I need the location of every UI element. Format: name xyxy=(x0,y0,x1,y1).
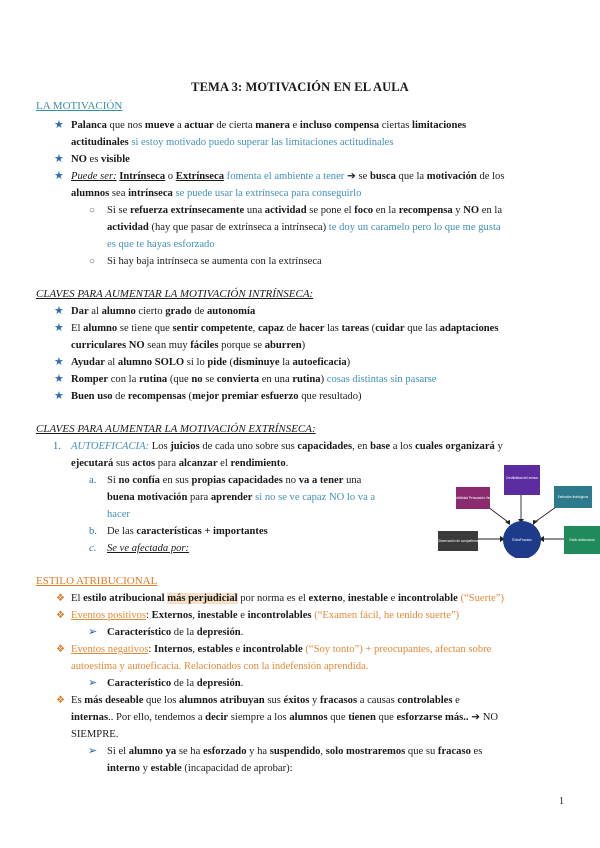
diagram-right-label: Estilo atribucional xyxy=(569,538,595,542)
sub-bullet-baja: Si hay baja intrínseca se aumenta con la extrínseca xyxy=(107,256,322,267)
diamond-bullet-icon: ❖ xyxy=(56,593,65,604)
diagram-top-label: Credibilidad del emisor xyxy=(505,476,539,480)
sub-bullet-esforzado: Si el alumno ya se ha esforzado y ha suspendido, solo mostraremos que su fracaso es xyxy=(107,746,483,757)
bullet-mas-deseable-cont: internas.. Por ello, tendemos a decir siempre a los alumnos que tienen que esforzarse más.. ➔ NO xyxy=(71,712,499,723)
diamond-bullet-icon: ❖ xyxy=(56,695,65,706)
diagram-topright-label: Estímulos fisiológicos xyxy=(557,495,589,499)
item-autoeficacia-cont: ejecutará sus actos para alcanzar el rendimiento. xyxy=(71,458,289,469)
circle-bullet-icon: ○ xyxy=(89,205,96,216)
list-number: 1. xyxy=(53,441,61,452)
star-bullet-icon: ★ xyxy=(54,153,64,165)
bullet-mas-deseable: Es más deseable que los alumnos atribuyan sus éxitos y fracasos a causas controlables e xyxy=(71,695,460,706)
bullet-palanca: Palanca que nos mueve a actuar de cierta manera e incluso compensa ciertas limitaciones xyxy=(71,120,467,131)
bullet-mas-deseable-cont2: SIEMPRE. xyxy=(71,729,119,740)
diagram-center-label: Éxito/Fracaso xyxy=(512,538,532,542)
bullet-competente-cont: curriculares NO sean muy fáciles porque se aburren) xyxy=(71,340,306,351)
bullet-recompensas: Buen uso de recompensas (mejor premiar esfuerzo que resultado) xyxy=(71,391,362,402)
star-bullet-icon: ★ xyxy=(54,119,64,131)
arrow-bullet-icon: ➢ xyxy=(88,745,98,757)
star-bullet-icon: ★ xyxy=(54,170,64,182)
section-heading-intrinseca: CLAVES PARA AUMENTAR LA MOTIVACIÓN INTRÍNSECA: xyxy=(36,288,314,300)
sub-item-confia: Si no confía en sus propias capacidades no va a tener una xyxy=(107,475,362,486)
sub-bullet-depresion-1: Característico de la depresión. xyxy=(107,627,244,638)
star-bullet-icon: ★ xyxy=(54,373,64,385)
bullet-eventos-negativos: Eventos negativos: Internos, estables e incontrolable (“Soy tonto”) + preocupantes, afectan sobre xyxy=(71,644,492,655)
item-autoeficacia: AUTOEFICACIA: Los juicios de cada uno sobre sus capacidades, en base a los cuales organizará y xyxy=(71,441,503,452)
star-bullet-icon: ★ xyxy=(54,390,64,402)
bullet-romper: Romper con la rutina (que no se convierta en una rutina) cosas distintas sin pasarse xyxy=(71,374,437,385)
sub-bullet-depresion-2: Característico de la depresión. xyxy=(107,678,244,689)
autoeficacia-diagram xyxy=(438,462,600,558)
star-bullet-icon: ★ xyxy=(54,305,64,317)
arrow-bullet-icon: ➢ xyxy=(88,626,98,638)
list-letter: c. xyxy=(89,543,97,554)
bullet-autonomia: Dar al alumno cierto grado de autonomía xyxy=(71,306,256,317)
section-heading-extrinseca: CLAVES PARA AUMENTAR LA MOTIVACIÓN EXTRÍNSECA: xyxy=(36,423,316,435)
sub-bullet-esforzado-cont: interno y estable (incapacidad de aprobar): xyxy=(107,763,293,774)
diamond-bullet-icon: ❖ xyxy=(56,610,65,621)
bullet-puede-ser-cont: alumnos sea intrínseca se puede usar la extrínseca para conseguirlo xyxy=(71,188,362,199)
bullet-no-visible: NO es visible xyxy=(71,154,130,165)
diagram-topleft-label: Credibilidad Persuasión Verbal xyxy=(451,496,495,500)
star-bullet-icon: ★ xyxy=(54,322,64,334)
bullet-puede-ser: Puede ser: Intrínseca o Extrínseca fomenta el ambiente a tener ➔ se busca que la motivación de los xyxy=(71,171,505,182)
section-heading-motivacion: LA MOTIVACIÓN xyxy=(36,100,123,112)
bullet-palanca-cont: actitudinales si estoy motivado puedo superar las limitaciones actitudinales xyxy=(71,137,394,148)
bullet-competente: El alumno se tiene que sentir competente, capaz de hacer las tareas (cuidar que las adaptaciones xyxy=(71,323,499,334)
diagram-left-label: Observación de compañeros xyxy=(438,539,479,543)
diagram-top-node xyxy=(504,465,540,495)
sub-bullet-refuerza-cont: actividad (hay que pasar de extrínseca a intrínseca) te doy un caramelo pero lo que me gusta xyxy=(107,222,501,233)
sub-bullet-refuerza: Si se refuerza extrínsecamente una actividad se pone el foco en la recompensa y NO en la xyxy=(107,205,503,216)
arrow-bullet-icon: ➢ xyxy=(88,677,98,689)
sub-item-afectada: Se ve afectada por: xyxy=(107,543,190,554)
sub-item-confia-cont: buena motivación para aprender si no se ve capaz NO lo va a xyxy=(107,492,376,503)
circle-bullet-icon: ○ xyxy=(89,256,96,267)
list-letter: a. xyxy=(89,475,97,486)
section-heading-estilo: ESTILO ATRIBUCIONAL xyxy=(36,575,158,587)
sub-item-caracteristicas: De las características + importantes xyxy=(107,526,268,537)
page-title: TEMA 3: MOTIVACIÓN EN EL AULA xyxy=(191,80,409,94)
bullet-ayudar: Ayudar al alumno SOLO si lo pide (disminuye la autoeficacia) xyxy=(71,357,351,368)
bullet-eventos-negativos-cont: autoestima y autoeficacia. Relacionados con la indefensión aprendida. xyxy=(71,661,369,672)
sub-item-confia-cont2: hacer xyxy=(107,509,130,520)
star-bullet-icon: ★ xyxy=(54,356,64,368)
list-letter: b. xyxy=(89,526,97,537)
page-number: 1 xyxy=(559,796,564,807)
bullet-eventos-positivos: Eventos positivos: Externos, inestable e incontrolables (“Examen fácil, he tenido suerte”) xyxy=(71,610,460,621)
diamond-bullet-icon: ❖ xyxy=(56,644,65,655)
bullet-estilo-perjudicial: El estilo atribucional más perjudicial por norma es el externo, inestable e incontrolable (“Suerte”) xyxy=(71,593,504,604)
sub-bullet-refuerza-cont2: es que te hayas esforzado xyxy=(107,239,215,250)
